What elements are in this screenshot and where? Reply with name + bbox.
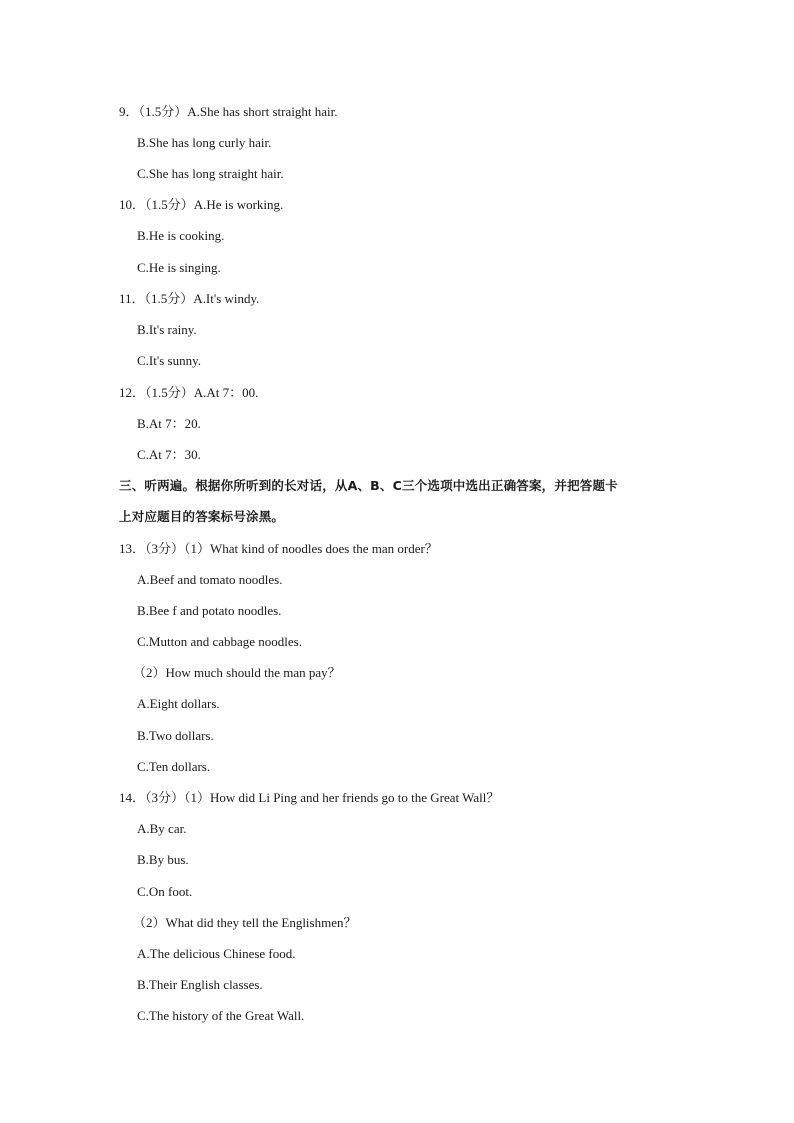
question-13: 13．（3分）（1）What kind of noodles does the man order？ (119, 541, 438, 556)
question-10: 10．（1.5分）A.He is working. (119, 197, 284, 212)
question-14: 14．（3分）（1）How did Li Ping and her friends go to the Great Wall？ (119, 790, 500, 805)
question-13-2-option-b: B.Two dollars. (137, 728, 214, 743)
question-14-sub-2: （2）What did they tell the Englishmen？ (133, 915, 357, 930)
section-3-heading-line-1: 三、听两遍。根据你所听到的长对话，从A、B、C三个选项中选出正确答案，并把答题卡 (119, 478, 618, 493)
question-9-option-c: C.She has long straight hair. (137, 166, 284, 181)
question-14-1-option-c: C.On foot. (137, 884, 193, 899)
question-12: 12．（1.5分）A.At 7：00. (119, 385, 259, 400)
question-12-option-b: B.At 7：20. (137, 416, 201, 431)
question-11-option-c: C.It's sunny. (137, 353, 201, 368)
question-14-1-option-a: A.By car. (137, 821, 187, 836)
question-10-option-b: B.He is cooking. (137, 228, 225, 243)
question-14-2-option-c: C.The history of the Great Wall. (137, 1008, 305, 1023)
question-9-option-b: B.She has long curly hair. (137, 135, 272, 150)
question-11: 11．（1.5分）A.It's windy. (119, 291, 260, 306)
question-14-1-option-b: B.By bus. (137, 852, 189, 867)
question-10-option-c: C.He is singing. (137, 260, 221, 275)
question-13-2-option-a: A.Eight dollars. (137, 696, 220, 711)
question-13-1-option-c: C.Mutton and cabbage noodles. (137, 634, 302, 649)
question-14-2-option-b: B.Their English classes. (137, 977, 263, 992)
section-3-heading-line-2: 上对应题目的答案标号涂黑。 (119, 509, 285, 524)
question-13-2-option-c: C.Ten dollars. (137, 759, 211, 774)
question-11-option-b: B.It's rainy. (137, 322, 197, 337)
question-9: 9．（1.5分）A.She has short straight hair. (119, 104, 338, 119)
question-13-1-option-a: A.Beef and tomato noodles. (137, 572, 283, 587)
question-14-2-option-a: A.The delicious Chinese food. (137, 946, 296, 961)
question-13-1-option-b: B.Bee f and potato noodles. (137, 603, 282, 618)
question-12-option-c: C.At 7：30. (137, 447, 201, 462)
question-13-sub-2: （2）How much should the man pay？ (133, 665, 341, 680)
